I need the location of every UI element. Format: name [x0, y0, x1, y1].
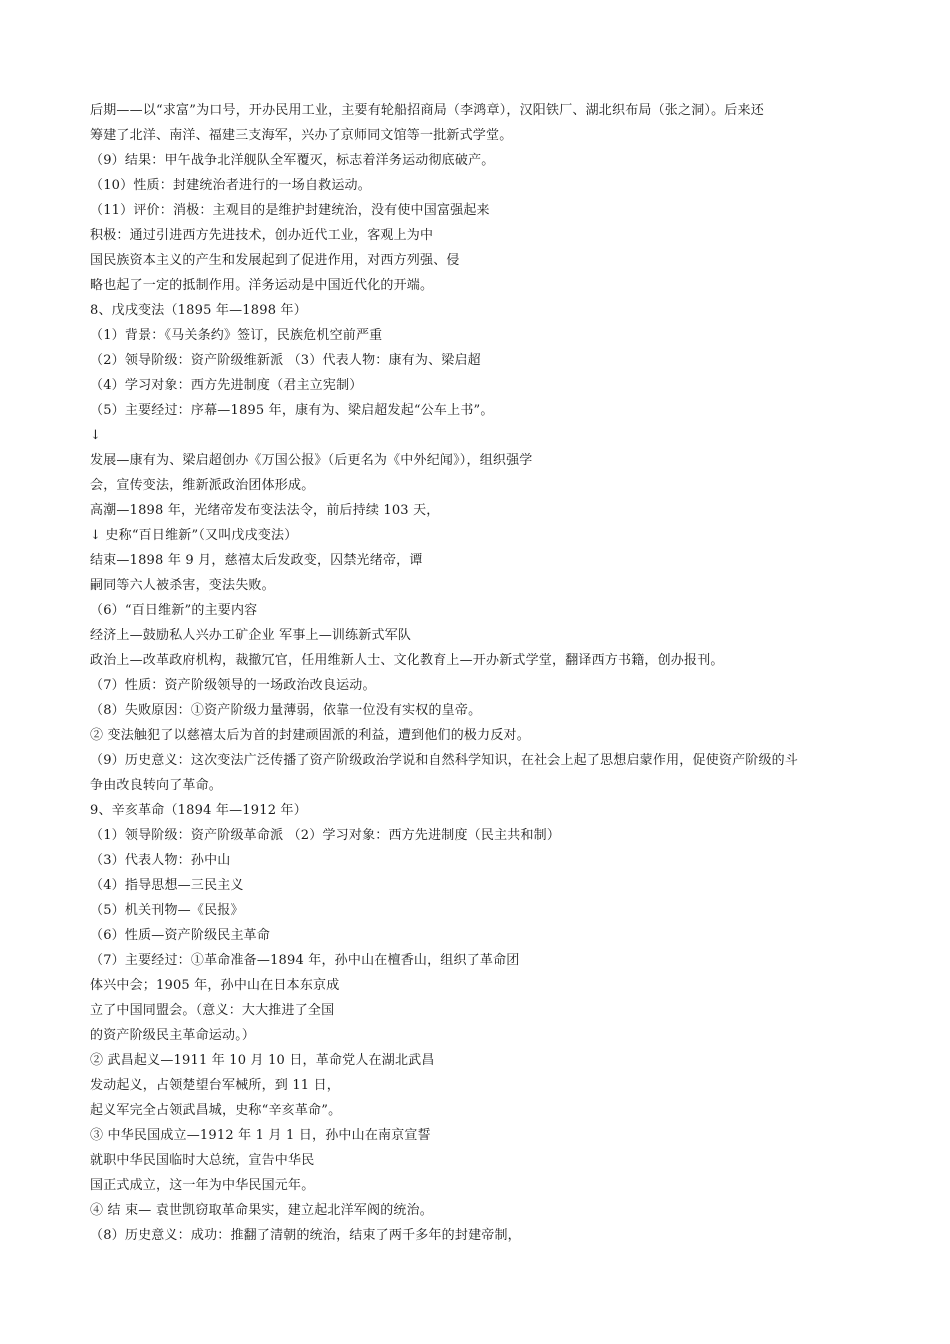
text-line: ② 变法触犯了以慈禧太后为首的封建顽固派的利益，遭到他们的极力反对。	[90, 728, 530, 743]
text-line: 就职中华民国临时大总统，宣告中华民	[90, 1153, 315, 1168]
text-line: 发展—康有为、梁启超创办《万国公报》（后更名为《中外纪闻》），组织强学	[90, 453, 533, 468]
text-line: 筹建了北洋、南洋、福建三支海军，兴办了京师同文馆等一批新式学堂。	[90, 128, 513, 143]
text-line: （8）失败原因：①资产阶级力量薄弱，依靠一位没有实权的皇帝。	[90, 703, 482, 718]
text-line: 结束—1898 年 9 月，慈禧太后发政变，囚禁光绪帝，谭	[90, 553, 423, 568]
text-line: （2）领导阶级：资产阶级维新派 （3）代表人物：康有为、梁启超	[90, 353, 481, 368]
text-line: （6）性质—资产阶级民主革命	[90, 928, 271, 943]
document-body	[90, 98, 880, 1248]
text-line: （3）代表人物：孙中山	[90, 853, 231, 868]
text-line: 略也起了一定的抵制作用。洋务运动是中国近代化的开端。	[90, 278, 434, 293]
section-heading: 9、辛亥革命（1894 年—1912 年）	[90, 803, 307, 818]
text-line: （7）主要经过：①革命准备—1894 年，孙中山在檀香山，组织了革命团	[90, 953, 520, 968]
text-line: 嗣同等六人被杀害，变法失败。	[90, 578, 275, 593]
text-line: 政治上—改革政府机构，裁撤冗官，任用维新人士、文化教育上—开办新式学堂，翻译西方书籍，创办报刊。	[90, 653, 724, 668]
down-arrow-icon: ↓	[90, 428, 102, 443]
text-line: （1）领导阶级：资产阶级革命派 （2）学习对象：西方先进制度（民主共和制）	[90, 828, 561, 843]
text-line: （6）“百日维新”的主要内容	[90, 603, 258, 618]
text-line: 起义军完全占领武昌城，史称“辛亥革命”。	[90, 1103, 342, 1118]
text-line: 体兴中会；1905 年，孙中山在日本东京成	[90, 978, 340, 993]
text-line: 国正式成立，这一年为中华民国元年。	[90, 1178, 315, 1193]
text-line: （9）结果：甲午战争北洋舰队全军覆灭，标志着洋务运动彻底破产。	[90, 153, 495, 168]
text-line: （4）学习对象：西方先进制度（君主立宪制）	[90, 378, 363, 393]
text-line: 会，宣传变法，维新派政治团体形成。	[90, 478, 315, 493]
text-line: ↓ 史称“百日维新”（又叫戊戌变法）	[90, 528, 298, 543]
section-heading: 8、戊戌变法（1895 年—1898 年）	[90, 303, 307, 318]
text-line: （5）主要经过：序幕—1895 年，康有为、梁启超发起“公车上书”。	[90, 403, 494, 418]
text-line: ② 武昌起义—1911 年 10 月 10 日，革命党人在湖北武昌	[90, 1053, 435, 1068]
text-line: （10）性质：封建统治者进行的一场自救运动。	[90, 178, 371, 193]
text-line: 发动起义，占领楚望台军械所，到 11 日，	[90, 1078, 341, 1093]
text-line: （1）背景：《马关条约》签订，民族危机空前严重	[90, 328, 383, 343]
text-line: 积极：通过引进西方先进技术，创办近代工业，客观上为中	[90, 228, 434, 243]
text-line: 高潮—1898 年，光绪帝发布变法法令，前后持续 103 天，	[90, 503, 440, 518]
text-line: 国民族资本主义的产生和发展起到了促进作用，对西方列强、侵	[90, 253, 460, 268]
text-line: 经济上—鼓励私人兴办工矿企业 军事上—训练新式军队	[90, 628, 412, 643]
text-line: （5）机关刊物—《民报》	[90, 903, 244, 918]
text-line: 立了中国同盟会。（意义：大大推进了全国	[90, 1003, 335, 1018]
text-line: （8）历史意义：成功：推翻了清朝的统治，结束了两千多年的封建帝制，	[90, 1228, 521, 1243]
text-line: 争由改良转向了革命。	[90, 778, 223, 793]
text-line: （7）性质：资产阶级领导的一场政治改良运动。	[90, 678, 376, 693]
text-line: ④ 结 束— 袁世凯窃取革命果实，建立起北洋军阀的统治。	[90, 1203, 433, 1218]
text-line: （9）历史意义：这次变法广泛传播了资产阶级政治学说和自然科学知识，在社会上起了思想启蒙作用，促使资产阶级的斗	[90, 753, 799, 768]
text-line: （11）评价：消极：主观目的是维护封建统治，没有使中国富强起来	[90, 203, 490, 218]
text-line: （4）指导思想—三民主义	[90, 878, 244, 893]
text-line: 的资产阶级民主革命运动。）	[90, 1028, 256, 1043]
text-line: ③ 中华民国成立—1912 年 1 月 1 日，孙中山在南京宣誓	[90, 1128, 431, 1143]
text-line: 后期——以“求富”为口号，开办民用工业，主要有轮船招商局（李鸿章），汉阳铁厂、湖北织布局（张之洞）。后来还	[90, 103, 764, 118]
